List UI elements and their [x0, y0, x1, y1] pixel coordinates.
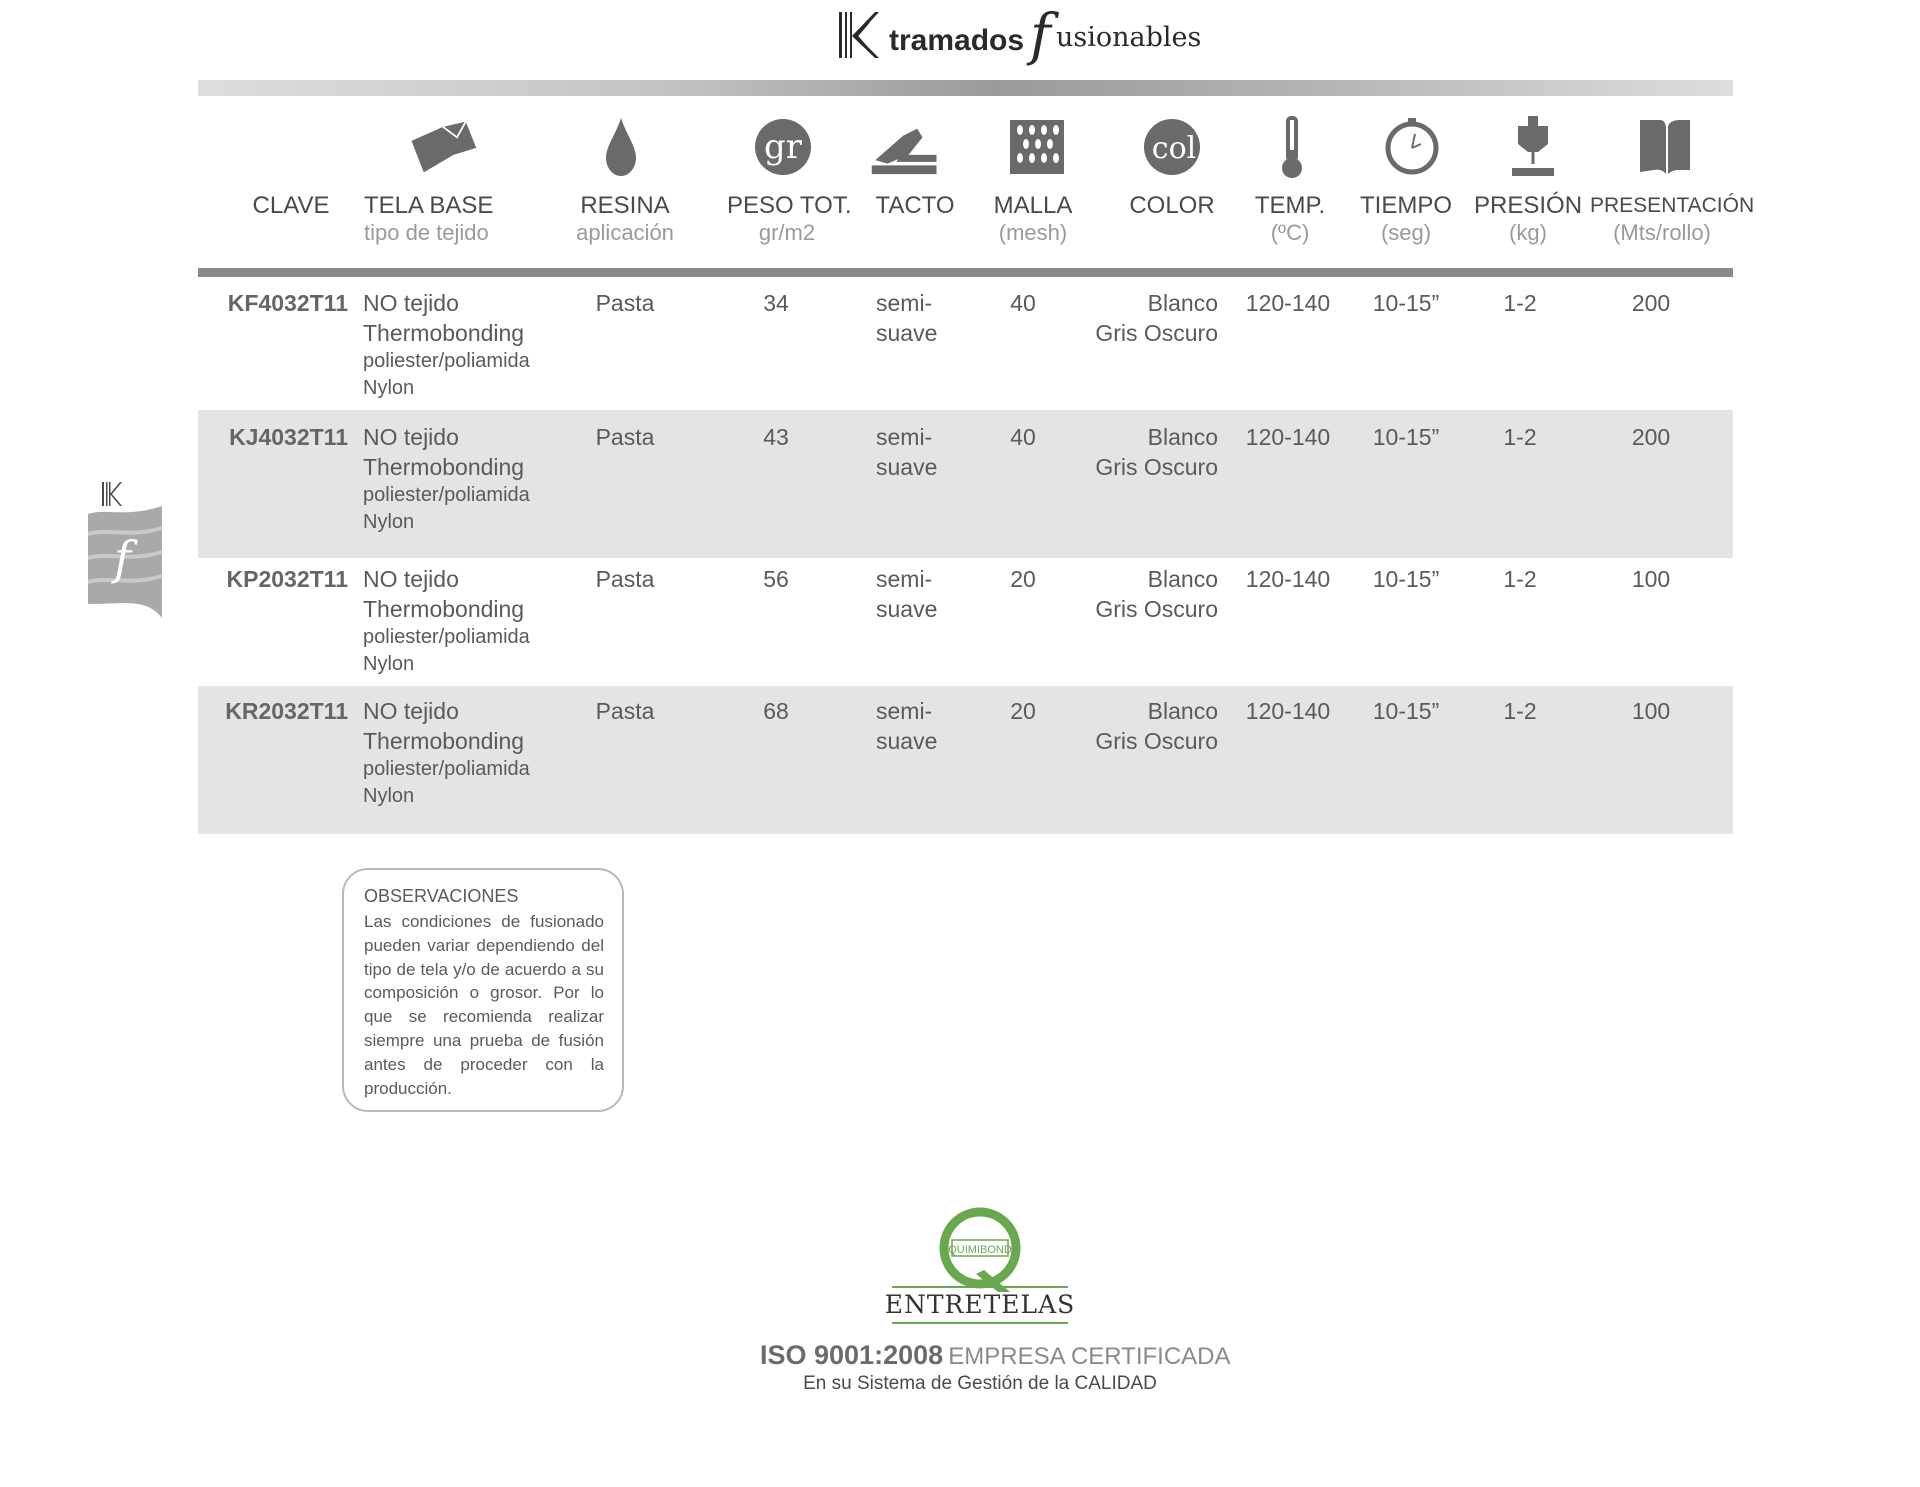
col-header-temp: TEMP. (ºC) — [1254, 192, 1326, 245]
footer-brand: ENTRETELAS — [884, 1290, 1076, 1319]
cell-tela-base: NO tejido Thermobonding poliester/poliamida Nylon — [363, 424, 530, 533]
color-col-icon — [1137, 112, 1207, 182]
cell-temp: 120-140 — [1245, 290, 1331, 316]
svg-text:QUIMIBOND: QUIMIBOND — [948, 1244, 1012, 1256]
col-header-tela-base: TELA BASE tipo de tejido — [364, 192, 494, 245]
table-row — [198, 686, 1733, 834]
svg-text:col: col — [1151, 131, 1197, 166]
cell-tiempo: 10-15” — [1372, 698, 1440, 724]
cell-presentacion: 100 — [1631, 566, 1671, 592]
col-header-presion: PRESIÓN (kg) — [1474, 192, 1583, 245]
col-header-tacto: TACTO — [875, 192, 955, 219]
cell-tiempo: 10-15” — [1372, 566, 1440, 592]
col-header-peso: PESO TOT. gr/m2 — [727, 192, 852, 245]
cell-clave: KJ4032T11 — [229, 424, 348, 450]
header-rule — [198, 268, 1733, 277]
table-row — [198, 410, 1733, 558]
footer-subtitle: En su Sistema de Gestión de la CALIDAD — [803, 1373, 1157, 1394]
cell-color: Blanco Gris Oscuro — [1095, 290, 1218, 346]
cell-tacto: semi- suave — [876, 566, 938, 622]
resin-drop-icon — [586, 112, 656, 182]
kf-logo-icon — [837, 10, 881, 60]
cell-temp: 120-140 — [1245, 698, 1331, 724]
observations-title: OBSERVACIONES — [364, 886, 519, 906]
roll-icon — [1630, 112, 1700, 182]
cell-presion: 1-2 — [1503, 566, 1537, 592]
col-header-clave: CLAVE — [252, 192, 330, 219]
cell-resina: Pasta — [595, 424, 655, 450]
cell-resina: Pasta — [595, 566, 655, 592]
svg-text:f: f — [114, 531, 132, 585]
cell-presion: 1-2 — [1503, 290, 1537, 316]
cell-tiempo: 10-15” — [1372, 424, 1440, 450]
observations-text: Las condiciones de fusionado pueden variar dependiendo del tipo de tela y/o de acuerdo a su composición o grosor. Por lo que se recomienda realizar siempre una prueba de fusión antes de proceder con la producción. — [364, 912, 604, 1098]
iso-number: ISO 9001:2008 — [760, 1340, 944, 1370]
header-title-rest: usionables — [1056, 22, 1202, 53]
cell-peso: 68 — [763, 698, 789, 724]
cell-clave: KP2032T11 — [226, 566, 348, 592]
cell-color: Blanco Gris Oscuro — [1095, 698, 1218, 754]
cell-color: Blanco Gris Oscuro — [1095, 424, 1218, 480]
iso-label: EMPRESA CERTIFICADA — [948, 1343, 1231, 1370]
cell-presentacion: 200 — [1631, 424, 1671, 450]
cell-malla: 20 — [1010, 566, 1036, 592]
cell-tacto: semi- suave — [876, 698, 938, 754]
header-gradient-band — [198, 80, 1733, 96]
header-title-f: f — [1030, 3, 1051, 68]
col-header-presentacion: PRESENTACIÓN (Mts/rollo) — [1590, 194, 1755, 245]
cell-presion: 1-2 — [1503, 424, 1537, 450]
cell-peso: 43 — [763, 424, 789, 450]
side-kf-badge-icon — [86, 478, 166, 618]
fabric-icon — [408, 112, 478, 182]
svg-text:gr: gr — [763, 127, 803, 167]
cell-tela-base: NO tejido Thermobonding poliester/poliamida Nylon — [363, 698, 530, 807]
header-title-bold: tramados — [889, 24, 1025, 57]
timer-icon — [1377, 112, 1447, 182]
cell-malla: 40 — [1010, 290, 1036, 316]
mesh-icon — [1002, 112, 1072, 182]
col-header-resina: RESINA aplicación — [576, 192, 674, 245]
cell-tacto: semi- suave — [876, 424, 938, 480]
page-header — [0, 3, 1920, 76]
col-header-malla: MALLA (mesh) — [993, 192, 1073, 245]
col-header-tiempo: TIEMPO (seg) — [1359, 192, 1452, 245]
cell-clave: KR2032T11 — [225, 698, 348, 724]
cell-resina: Pasta — [595, 698, 655, 724]
weight-gr-icon — [748, 112, 818, 182]
cell-presentacion: 100 — [1631, 698, 1671, 724]
footer-iso-line — [760, 1340, 1231, 1371]
cell-tela-base: NO tejido Thermobonding poliester/poliamida Nylon — [363, 290, 530, 399]
cell-presion: 1-2 — [1503, 698, 1537, 724]
cell-temp: 120-140 — [1245, 424, 1331, 450]
table-row — [198, 280, 1733, 410]
thermometer-icon — [1257, 112, 1327, 182]
cell-peso: 56 — [763, 566, 789, 592]
cell-tiempo: 10-15” — [1372, 290, 1440, 316]
cell-malla: 20 — [1010, 698, 1036, 724]
cell-peso: 34 — [763, 290, 789, 316]
cell-tela-base: NO tejido Thermobonding poliester/poliamida Nylon — [363, 566, 530, 675]
table-row — [198, 558, 1733, 686]
cell-clave: KF4032T11 — [227, 290, 348, 316]
press-icon — [1498, 112, 1568, 182]
cell-color: Blanco Gris Oscuro — [1095, 566, 1218, 622]
cell-tacto: semi- suave — [876, 290, 938, 346]
cell-malla: 40 — [1010, 424, 1036, 450]
observations-box — [342, 868, 624, 1112]
col-header-color: COLOR — [1129, 192, 1215, 219]
cell-presentacion: 200 — [1631, 290, 1671, 316]
cell-temp: 120-140 — [1245, 566, 1331, 592]
touch-hand-icon — [870, 112, 940, 182]
cell-resina: Pasta — [595, 290, 655, 316]
